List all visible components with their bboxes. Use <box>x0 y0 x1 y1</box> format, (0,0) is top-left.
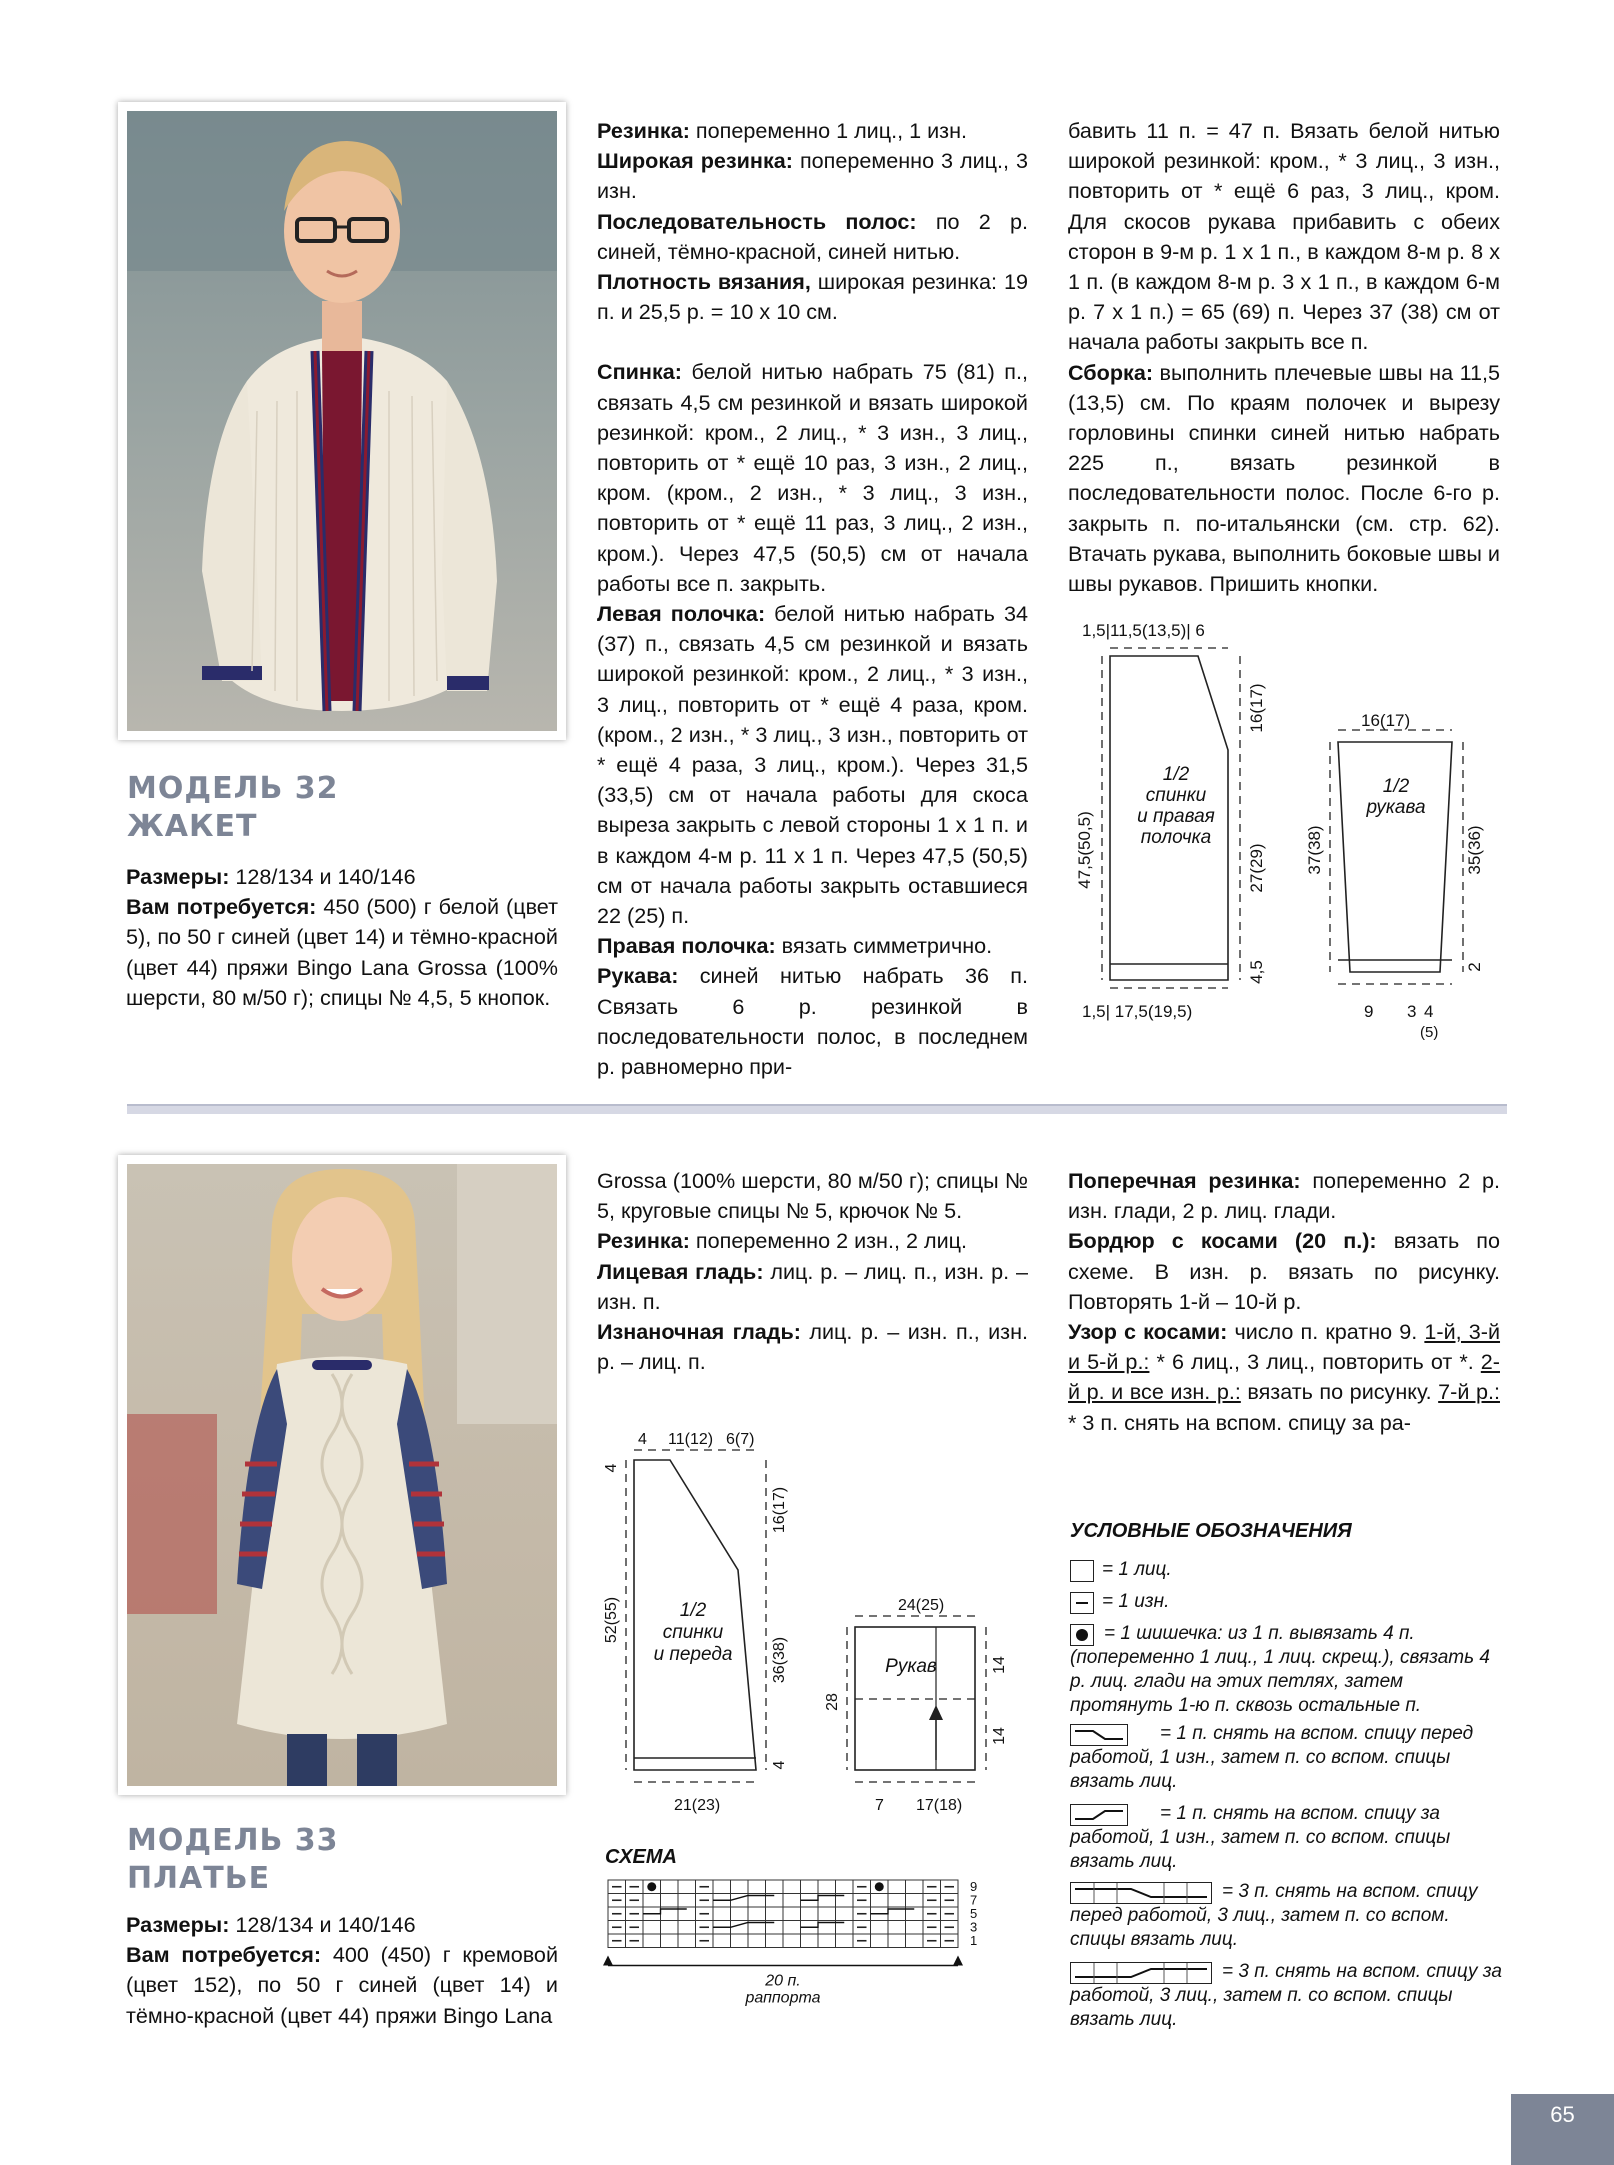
scheme-cell <box>643 1921 661 1935</box>
scheme-row-number: 3 <box>970 1919 978 1935</box>
paragraph-text: попеременно 3 лиц., 3 изн. <box>597 148 1029 204</box>
scheme-title: СХЕМА <box>605 1846 677 1868</box>
model33-title-garment: ПЛАТЬЕ <box>127 1861 271 1896</box>
model33-requirements <box>126 1910 558 2031</box>
scheme-row-number: 7 <box>970 1892 978 1908</box>
sleeve-bottom-b: 17(18) <box>916 1797 963 1814</box>
scheme-cell <box>731 1880 749 1894</box>
paragraph-text: Grossa (100% шерсти, 80 м/50 г); спицы № 5, круговые спицы № 5, крючок № 5. <box>597 1168 1028 1224</box>
paragraph-heading: Изнаночная гладь: <box>597 1319 801 1345</box>
cable-row-7: 7-й р.: <box>1438 1379 1500 1405</box>
paragraph-heading: Правая полочка: <box>597 933 776 959</box>
sleeve-right-2: 14 <box>991 1727 1008 1745</box>
girl-dress-photo <box>127 1164 557 1786</box>
scheme-cell <box>888 1880 906 1894</box>
paragraph-text: выполнить плечевые швы на 11,5 (13,5) см. По краям полочек и вырезу горловины спинки синей нитью набрать 225 п., вязать резинкой в последовательности полос. После 6-го р. закрыть п. по-итальянски (см. стр. 62). Втачать рукава, выполнить боковые швы и швы рукавов. Пришить кнопки. <box>1068 359 1500 597</box>
cable-pattern-text: число п. кратно 9. <box>1227 1319 1425 1345</box>
sleeve-top: 24(25) <box>898 1597 945 1614</box>
section-divider <box>127 1104 1507 1114</box>
paragraph-heading: Плотность вязания, <box>597 269 811 295</box>
paragraph-heading: Сборка: <box>1068 359 1154 385</box>
model32-instructions-col2 <box>1068 116 1500 599</box>
paragraph-heading: Левая полочка: <box>597 601 766 627</box>
transverse-rib-label: Поперечная резинка: <box>1068 1168 1301 1193</box>
model33-instructions-col1 <box>597 1166 1028 1377</box>
dress-label-3: и переда <box>653 1644 733 1665</box>
scheme-cell <box>678 1880 696 1894</box>
model33-photo <box>118 1155 566 1795</box>
scheme-cell <box>836 1880 854 1894</box>
model32-instructions-col1 <box>597 116 1028 1082</box>
paragraph <box>597 931 1028 961</box>
paragraph <box>597 116 1028 146</box>
model32-pattern-diagram <box>1068 610 1518 1050</box>
dress-right-1: 16(17) <box>771 1486 788 1534</box>
legend-entry: = 1 п. снять на вспом. спицу перед работой, 1 изн., затем п. со вспом. спицы вязать лиц. <box>1070 1723 1474 1792</box>
sleeve-bottom-a: 9 <box>1364 1002 1374 1021</box>
paragraph <box>597 207 1028 267</box>
scheme-cell <box>643 1894 661 1908</box>
dress-left-top: 4 <box>603 1463 620 1473</box>
dress-top-b: 11(12) <box>668 1431 714 1448</box>
legend-entry: = 1 изн. <box>1102 1591 1170 1612</box>
paragraph-text: по 2 р. синей, тёмно-красной, синей нитью. <box>597 208 1028 264</box>
scheme-cell <box>801 1880 819 1894</box>
scheme-cell <box>678 1921 696 1935</box>
scheme-cell <box>888 1934 906 1948</box>
legend-entry: = 3 п. снять на вспом. спицу за работой, 3 лиц., затем п. со вспом. спицы вязать лиц. <box>1070 1961 1502 2030</box>
scheme-cell <box>871 1934 889 1948</box>
paragraph <box>597 146 1028 206</box>
scheme-cell <box>783 1880 801 1894</box>
scheme-cell <box>748 1907 766 1921</box>
legend-entry: = 1 п. снять на вспом. спицу за работой, 1 изн., затем п. со вспом. спицы вязать лиц. <box>1070 1803 1451 1872</box>
paragraph-heading: Спинка: <box>597 359 682 385</box>
body-left-height: 47,5(50,5) <box>1075 811 1094 889</box>
model32-photo <box>118 102 566 740</box>
scheme-cell <box>766 1907 784 1921</box>
scheme-cell <box>906 1880 924 1894</box>
scheme-repeat-label: 20 п. <box>765 1972 801 1990</box>
sleeve-right-dim: 35(36) <box>1465 825 1484 875</box>
scheme-row-number: 5 <box>970 1906 978 1921</box>
sleeve-top-dim: 16(17) <box>1361 711 1411 730</box>
cable-pattern-text-3: вязать по рисунку. <box>1240 1379 1439 1405</box>
paragraph <box>1068 116 1500 358</box>
paragraph-text: широкая резинка: 19 п. и 25,5 р. = 10 х 10 см. <box>597 269 1028 325</box>
dress-top-a: 4 <box>638 1431 647 1448</box>
sleeve-right-1: 14 <box>991 1656 1008 1674</box>
sleeve-piece-label-1: 1/2 <box>1382 776 1410 797</box>
paragraph <box>597 1317 1028 1377</box>
scheme-row-number: 1 <box>970 1933 978 1948</box>
sleeve-bottom-c2: (5) <box>1420 1024 1439 1041</box>
paragraph-text: лиц. р. – изн. п., изн. р. – лиц. п. <box>597 1319 1028 1375</box>
paragraph-text: попеременно 2 изн., 2 лиц. <box>689 1228 968 1254</box>
sleeve-rib-dim: 2 <box>1465 962 1484 972</box>
dress-top-c: 6(7) <box>726 1431 755 1448</box>
scheme-cell <box>766 1934 784 1948</box>
scheme-cell <box>678 1934 696 1948</box>
model32-requirements <box>126 862 558 1013</box>
body-piece-label-1: 1/2 <box>1162 764 1190 785</box>
scheme-cell <box>661 1880 679 1894</box>
scheme-cell <box>871 1894 889 1908</box>
body-bottom-dims: 1,5| 17,5(19,5) <box>1082 1002 1193 1021</box>
paragraph-heading: Резинка: <box>597 118 690 143</box>
scheme-cell <box>748 1934 766 1948</box>
transverse-rib-text: попеременно 2 р. изн. глади, 2 р. лиц. глади. <box>1068 1168 1501 1224</box>
cable-rows-1-3-5: 1-й, 3-й и 5-й р.: <box>1068 1319 1501 1375</box>
knit-stitch-icon <box>1070 1560 1094 1582</box>
scheme-cell <box>818 1907 836 1921</box>
paragraph <box>597 961 1028 1082</box>
scheme-cell <box>801 1934 819 1948</box>
scheme-cell <box>731 1907 749 1921</box>
paragraph-text: лиц. р. – лиц. п., изн. р. – изн. п. <box>597 1258 1028 1314</box>
paragraph-heading: Рукава: <box>597 963 679 989</box>
materials-label: Вам потребуется: <box>126 1942 322 1968</box>
cable-row-2: 2-й р. и все изн. р.: <box>1068 1349 1500 1405</box>
chart-scheme-grid <box>598 1870 998 2030</box>
model33-pattern-diagram <box>598 1420 1038 1820</box>
paragraph <box>597 267 1028 327</box>
paragraph-heading: Резинка: <box>597 1228 690 1254</box>
border-label: Бордюр с косами (20 п.): <box>1068 1228 1377 1254</box>
scheme-cell <box>906 1934 924 1948</box>
body-right-dim-1: 16(17) <box>1247 683 1266 733</box>
paragraph-text: белой нитью набрать 75 (81) п., связать 4,5 см резинкой и вязать широкой резинкой: кром., 2 лиц., * 3 изн., 3 лиц., повторить от * ещё 10 раз, 3 изн., 2 лиц., кром. (кром., 2 изн., * 3 лиц., 3 изн., повторить от * ещё 11 раз, 3 лиц., 2 изн., кром.). Через 47,5 (50,5) см от начала работы все п. закрыть. <box>597 359 1028 596</box>
scheme-cell <box>836 1907 854 1921</box>
scheme-cell <box>818 1880 836 1894</box>
model33-title <box>127 1822 339 1898</box>
scheme-cell <box>818 1934 836 1948</box>
scheme-cell <box>888 1921 906 1935</box>
sleeve-bottom-a: 7 <box>875 1797 884 1814</box>
body-top-dims: 1,5|11,5(13,5)| 6 <box>1082 621 1205 640</box>
dress-label-2: спинки <box>662 1622 724 1643</box>
scheme-cell <box>783 1894 801 1908</box>
paragraph <box>1068 358 1500 600</box>
scheme-cell <box>678 1894 696 1908</box>
purl-stitch-icon <box>1070 1592 1094 1614</box>
cable-pattern-text-4: * 3 п. снять на вспом. спицу за ра- <box>1068 1409 1412 1435</box>
scheme-cell <box>661 1934 679 1948</box>
paragraph-heading: Широкая резинка: <box>597 148 793 174</box>
dress-label-1: 1/2 <box>679 1600 707 1621</box>
paragraph <box>597 1226 1028 1256</box>
scheme-cell <box>661 1921 679 1935</box>
model32-title <box>127 770 339 846</box>
scheme-cell <box>713 1907 731 1921</box>
paragraph-text: бавить 11 п. = 47 п. Вязать белой нитью широкой резинкой: кром., * 3 лиц., 3 изн., повторить от * ещё 6 раз, 3 лиц., кром. Для скосов рукава прибавить с обеих сторон в 9-м р. 1 х 1 п., в каждом 8-м р. 8 х 1 п. (в каждом 8-м р. 3 х 1 п., в каждом 6-м р. 7 х 1 п.) = 65 (69) п. Через 37 (38) см от начала работы закрыть все п. <box>1068 118 1500 355</box>
scheme-row-number: 9 <box>970 1879 978 1894</box>
scheme-cell <box>766 1880 784 1894</box>
scheme-cell <box>888 1894 906 1908</box>
scheme-cell <box>871 1921 889 1935</box>
legend-entry: = 1 лиц. <box>1102 1559 1172 1580</box>
scheme-repeat-label: раппорта <box>745 1989 821 2007</box>
paragraph <box>597 1257 1028 1317</box>
paragraph-heading: Лицевая гладь: <box>597 1258 764 1284</box>
border-text: вязать по схеме. В изн. р. вязать по рисунку. Повторять 1-й – 10-й р. <box>1068 1228 1500 1314</box>
materials-label: Вам потребуется: <box>126 894 317 920</box>
bobble-symbol <box>875 1882 884 1891</box>
paragraph <box>597 357 1028 599</box>
scheme-cell <box>836 1934 854 1948</box>
paragraph-text: белой нитью набрать 34 (37) п., связать 4,5 см резинкой и вязать широкой резинкой: кром., 2 лиц., * 3 изн., 3 лиц., повторить от * ещё 4 раза, кром. (кром., 2 изн., * 3 лиц., 3 изн., повторить от * ещё 4 раза, 3 лиц., кром.). Через 31,5 (33,5) см от начала работы для скоса выреза закрыть с левой стороны 1 х 1 п. и в каждом 4-м р. 11 х 1 п. Через 47,5 (50,5) см от начала работы закрыть оставшиеся 22 (25) п. <box>597 601 1028 929</box>
scheme-cell <box>713 1934 731 1948</box>
materials-value: 450 (500) г белой (цвет 5), по 50 г синей (цвет 14) и тёмно-красной (цвет 44) пряжи Bingo Lana Grossa (100% шерсти, 80 м/50 г); спицы № 4,5, 5 кнопок. <box>126 894 558 1010</box>
materials-value: 400 (450) г кремовой (цвет 152), по 50 г синей (цвет 14) и тёмно-красной (цвет 44) пряжи Bingo Lana <box>126 1942 559 2028</box>
bobble-symbol <box>647 1882 656 1891</box>
scheme-cell <box>643 1934 661 1948</box>
paragraph-text: вязать симметрично. <box>775 933 993 959</box>
cable-pattern-label: Узор с косами: <box>1068 1319 1228 1345</box>
page-number: 65 <box>1511 2094 1614 2165</box>
legend-title: УСЛОВНЫЕ ОБОЗНАЧЕНИЯ <box>1070 1520 1352 1542</box>
sizes-label: Размеры: <box>126 1912 230 1937</box>
dress-bottom: 21(23) <box>674 1797 721 1814</box>
cable-pattern-text-2: * 6 лиц., 3 лиц., повторить от *. <box>1149 1349 1481 1375</box>
sizes-value: 128/134 и 140/146 <box>229 1912 416 1937</box>
legend-entry: = 1 шишечка: из 1 п. вывязать 4 п. (попеременно 1 лиц., 1 лиц. скрещ.), связать 4 р. лиц. глади на этих петлях, затем протянуть 1-ю п. сквозь остальные п. <box>1070 1623 1490 1716</box>
sleeve-piece-label-2: рукава <box>1366 797 1426 818</box>
sizes-value: 128/134 и 140/146 <box>229 864 416 889</box>
sleeve-direction-arrow <box>929 1705 943 1720</box>
paragraph-text: попеременно 1 лиц., 1 изн. <box>689 118 968 143</box>
legend-entry: = 3 п. снять на вспом. спицу перед работой, 3 лиц., затем п. со вспом. спицы вязать лиц. <box>1070 1881 1478 1950</box>
model32-title-garment: ЖАКЕТ <box>127 809 258 844</box>
scheme-cell <box>748 1880 766 1894</box>
sleeve-label: Рукав <box>885 1656 937 1677</box>
body-right-dim-2: 27(29) <box>1247 843 1266 893</box>
scheme-cell <box>783 1934 801 1948</box>
paragraph <box>597 599 1028 931</box>
sleeve-left-dim: 37(38) <box>1305 825 1324 875</box>
body-piece-label-2: спинки <box>1145 785 1207 806</box>
dress-right-2: 36(38) <box>771 1636 788 1684</box>
model33-instructions-col2 <box>1068 1166 1500 1438</box>
body-piece-label-4: полочка <box>1140 827 1212 848</box>
paragraph <box>597 1166 1028 1226</box>
scheme-cell <box>713 1880 731 1894</box>
scheme-cell <box>783 1921 801 1935</box>
sleeve-bottom-b: 3 <box>1407 1002 1417 1021</box>
sizes-label: Размеры: <box>126 864 230 889</box>
scheme-cell <box>783 1907 801 1921</box>
scheme-cell <box>801 1907 819 1921</box>
model32-title-number: МОДЕЛЬ 32 <box>127 771 339 806</box>
body-right-dim-3: 4,5 <box>1247 960 1266 984</box>
paragraph-text: синей нитью набрать 36 п. Связать 6 р. резинкой в последовательности полос, в последнем р. равномерно при- <box>597 963 1028 1080</box>
scheme-cell <box>906 1894 924 1908</box>
boy-cardigan-photo <box>127 111 557 731</box>
paragraph-heading: Последовательность полос: <box>597 208 917 234</box>
sleeve-bottom-c: 4 <box>1424 1002 1434 1021</box>
scheme-cell <box>731 1934 749 1948</box>
scheme-cell <box>661 1894 679 1908</box>
model33-title-number: МОДЕЛЬ 33 <box>127 1823 339 1858</box>
dress-left-height: 52(55) <box>603 1596 620 1644</box>
sleeve-left: 28 <box>824 1693 841 1711</box>
dress-right-3: 4 <box>771 1760 788 1770</box>
scheme-cell <box>906 1921 924 1935</box>
body-piece-label-3: и правая <box>1137 806 1215 827</box>
